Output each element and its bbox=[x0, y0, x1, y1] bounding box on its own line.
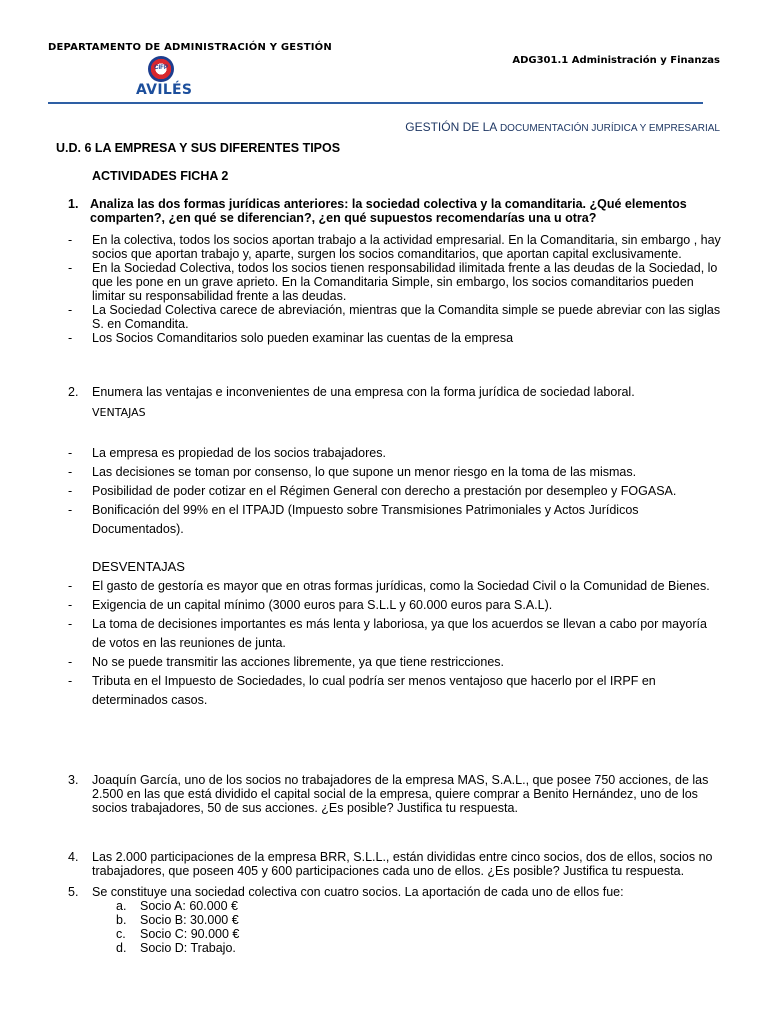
list-item: - No se puede transmitir las acciones libremente, ya que tiene restricciones. bbox=[68, 653, 724, 672]
question-number: 1. bbox=[68, 197, 79, 211]
department-header: DEPARTAMENTO DE ADMINISTRACIÓN Y GESTIÓN bbox=[48, 42, 332, 53]
question-text: Joaquín García, uno de los socios no trabajadores de la empresa MAS, S.A.L., que posee 750 acciones, de las 2.500 en las que está dividido el capital social de la empresa, quiere comprar a Benito Hernández, uno de los socios trabajadores, 50 de sus acciones. ¿Es posible? Justifica tu respuesta. bbox=[92, 773, 709, 815]
ventajas-list bbox=[68, 444, 724, 539]
unit-title: U.D. 6 LA EMPRESA Y SUS DIFERENTES TIPOS bbox=[56, 141, 341, 155]
question-text: Se constituye una sociedad colectiva con cuatro socios. La aportación de cada uno de ellos fue: bbox=[92, 885, 624, 899]
activities-title: ACTIVIDADES FICHA 2 bbox=[92, 169, 229, 183]
question-number: 2. bbox=[68, 385, 79, 399]
list-item bbox=[116, 927, 239, 941]
desventajas-heading: DESVENTAJAS bbox=[92, 559, 185, 574]
question-number: 3. bbox=[68, 773, 79, 787]
desventajas-list bbox=[68, 577, 724, 710]
question-text: Enumera las ventajas e inconvenientes de una empresa con la forma jurídica de sociedad laboral. bbox=[92, 385, 635, 399]
question-3 bbox=[68, 773, 722, 815]
list-item: - En la colectiva, todos los socios aportan trabajo a la actividad empresarial. En la Comanditaria, sin embargo , hay socios que aportan trabajo y, aparte, surgen los socios comanditarios, que aportan capital exclusivamente. bbox=[68, 233, 724, 261]
school-logo bbox=[136, 56, 206, 100]
q5-items-list bbox=[116, 899, 239, 955]
list-item: - Exigencia de un capital mínimo (3000 euros para S.L.L y 60.000 euros para S.A.L). bbox=[68, 596, 724, 615]
list-item: - La Sociedad Colectiva carece de abreviación, mientras que la Comandita simple se puede abreviar con las siglas S. en Comandita. bbox=[68, 303, 724, 331]
item-letter: a. bbox=[116, 899, 127, 913]
item-letter: c. bbox=[116, 927, 126, 941]
question-text: Analiza las dos formas jurídicas anteriores: la sociedad colectiva y la comanditaria. ¿Qué elementos comparten?, ¿en qué se diferencian?, ¿en qué supuestos recomendarías una u otra? bbox=[90, 197, 687, 225]
question-number: 4. bbox=[68, 850, 79, 864]
question-5 bbox=[68, 885, 722, 899]
list-item: - Las decisiones se toman por consenso, lo que supone un menor riesgo en la toma de las mismas. bbox=[68, 463, 724, 482]
question-number: 5. bbox=[68, 885, 79, 899]
list-item: - Tributa en el Impuesto de Sociedades, lo cual podría ser menos ventajoso que hacerlo por el IRPF en determinados casos. bbox=[68, 672, 724, 710]
list-item: - Bonificación del 99% en el ITPAJD (Impuesto sobre Transmisiones Patrimoniales y Actos Jurídicos Documentados). bbox=[68, 501, 724, 539]
question-2 bbox=[68, 385, 722, 399]
list-item bbox=[116, 941, 239, 955]
document-subtitle bbox=[405, 120, 720, 134]
list-item bbox=[116, 913, 239, 927]
list-item: - Los Socios Comanditarios solo pueden examinar las cuentas de la empresa bbox=[68, 331, 724, 345]
ventajas-heading: VENTAJAS bbox=[92, 406, 146, 419]
subtitle-rest: DOCUMENTACIÓN JURÍDICA Y EMPRESARIAL bbox=[499, 123, 720, 134]
list-item: - Posibilidad de poder cotizar en el Régimen General con derecho a prestación por desempleo y FOGASA. bbox=[68, 482, 724, 501]
list-item: - En la Sociedad Colectiva, todos los socios tienen responsabilidad ilimitada frente a las deudas de la Sociedad, lo que les pone en un grave aprieto. En la Comanditaria Simple, sin embargo, los socios comanditarios pueden limitar su responsabilidad frente a las deudas. bbox=[68, 261, 724, 303]
question-4 bbox=[68, 850, 722, 878]
question-1 bbox=[68, 197, 720, 225]
item-text: Socio B: 30.000 € bbox=[140, 913, 239, 927]
item-letter: d. bbox=[116, 941, 127, 955]
list-item: - La empresa es propiedad de los socios trabajadores. bbox=[68, 444, 724, 463]
list-item bbox=[116, 899, 239, 913]
logo-city-name: AVILÉS bbox=[136, 82, 193, 98]
q1-answer-list bbox=[68, 233, 724, 345]
subtitle-main: GESTIÓN DE LA bbox=[405, 120, 500, 134]
logo-emblem-icon bbox=[148, 56, 174, 82]
question-text: Las 2.000 participaciones de la empresa BRR, S.L.L., están divididas entre cinco socios, dos de ellos, socios no trabajadores, que poseen 405 y 600 participaciones cada uno de ellos. ¿Es posible? Justifica tu respuesta. bbox=[92, 850, 713, 878]
item-text: Socio C: 90.000 € bbox=[140, 927, 240, 941]
item-text: Socio A: 60.000 € bbox=[140, 899, 238, 913]
header-divider bbox=[48, 102, 703, 104]
list-item: - La toma de decisiones importantes es más lenta y laboriosa, ya que los acuerdos se llevan a cabo por mayoría de votos en las reuniones de junta. bbox=[68, 615, 724, 653]
course-code: ADG301.1 Administración y Finanzas bbox=[512, 55, 720, 66]
list-item: - El gasto de gestoría es mayor que en otras formas jurídicas, como la Sociedad Civil o la Comunidad de Bienes. bbox=[68, 577, 724, 596]
item-text: Socio D: Trabajo. bbox=[140, 941, 236, 955]
logo-badge-text: CIFP bbox=[154, 65, 168, 71]
item-letter: b. bbox=[116, 913, 127, 927]
